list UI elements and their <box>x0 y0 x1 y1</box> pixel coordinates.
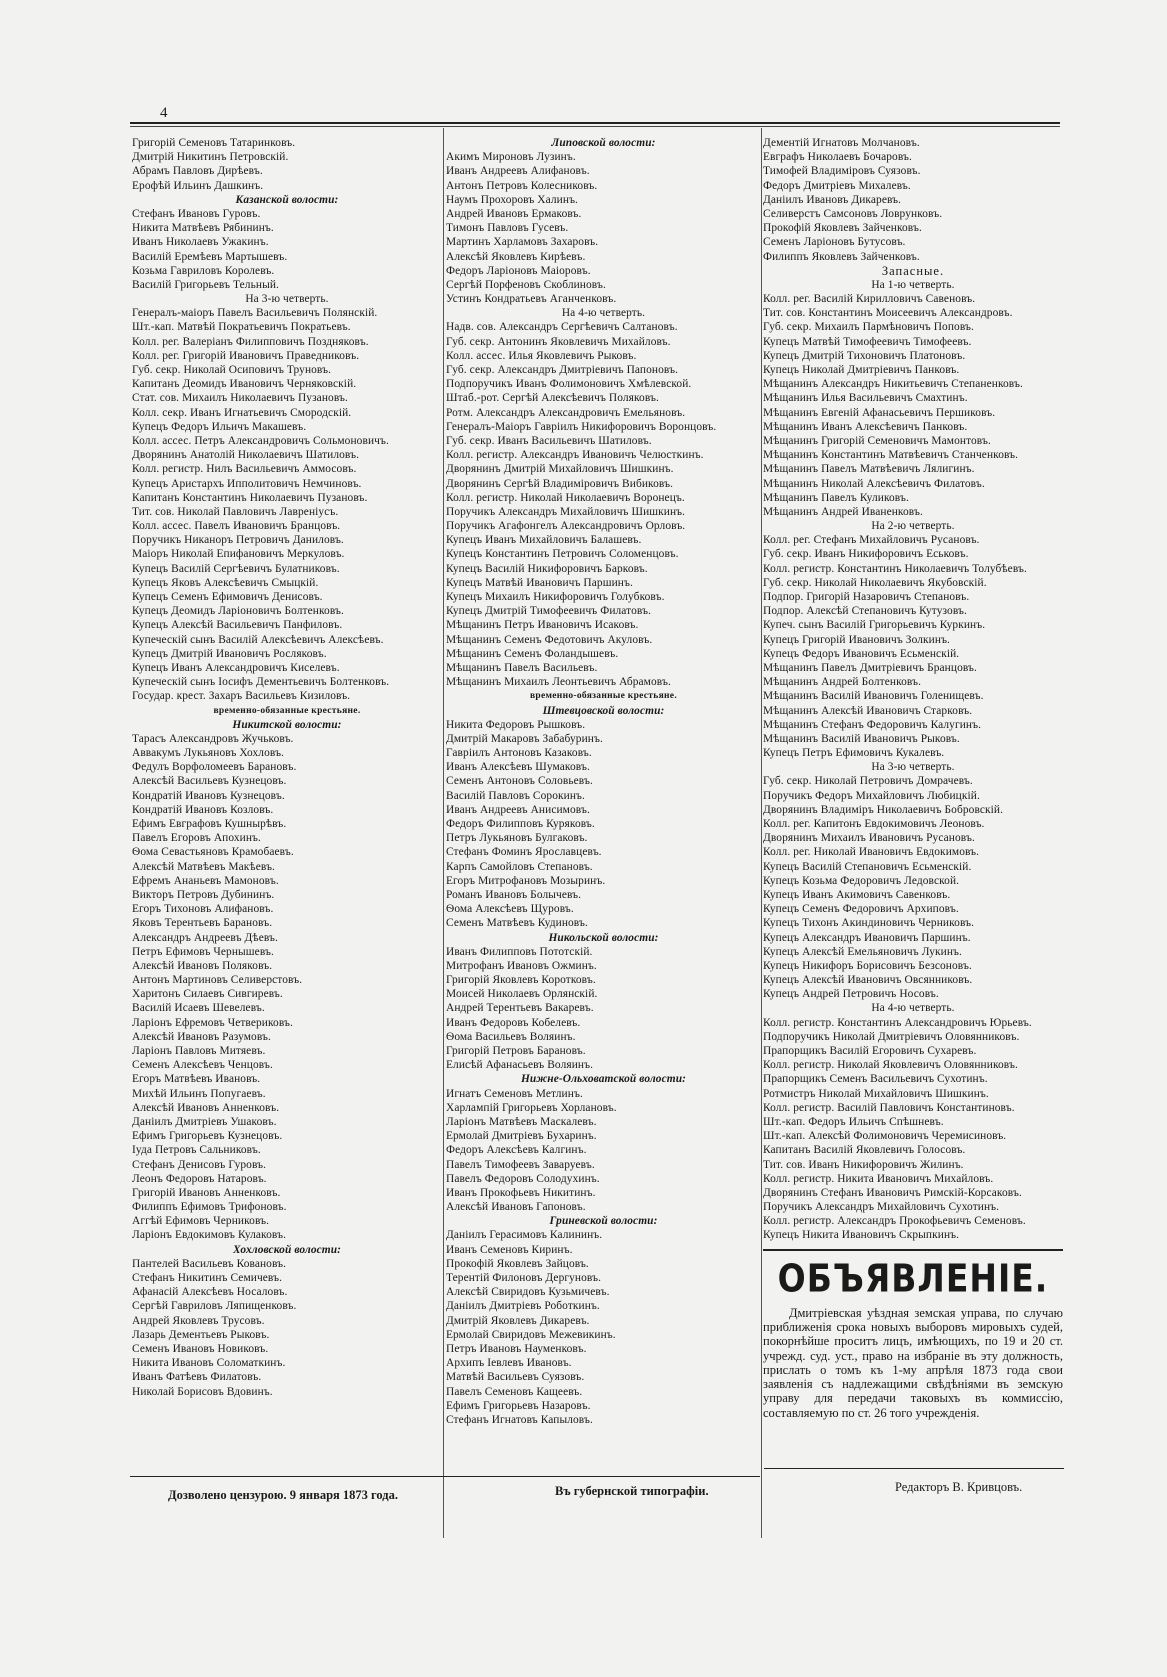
list-entry: Павелъ Семеновъ Кащеевъ. <box>446 1385 583 1398</box>
list-entry: Иванъ Прокофьевъ Никитинъ. <box>446 1186 596 1199</box>
list-entry: Алексѣй Яковлевъ Кирѣевъ. <box>446 250 586 263</box>
header-rule <box>130 122 1060 124</box>
list-entry: Колл. рег. Василій Кирилловичъ Савеновъ. <box>763 293 976 306</box>
list-entry: Поручикъ Агафонгелъ Александровичъ Орловъ. <box>446 520 686 533</box>
list-entry: Егоръ Матвѣевъ Ивановъ. <box>132 1073 261 1086</box>
censor-note: Дозволено цензурою. 9 января 1873 года. <box>168 1488 398 1502</box>
list-entry: Иванъ Алексѣевъ Шумаковъ. <box>446 761 590 774</box>
list-entry: Петръ Лукьяновъ Булгаковъ. <box>446 832 588 845</box>
list-entry: Алексѣй Ивановъ Гапоновъ. <box>446 1201 586 1214</box>
list-entry: Купецъ Семенъ Федоровичъ Архиповъ. <box>763 903 959 916</box>
list-entry: Харитонъ Силаевъ Сивгиревъ. <box>132 988 283 1001</box>
list-entry: Федоръ Дмитріевъ Михалевъ. <box>763 179 911 192</box>
list-entry: Егоръ Митрофановъ Мозыринъ. <box>446 874 606 887</box>
volost-heading: Никольской волости: <box>548 931 659 944</box>
list-entry: Дементій Игнатовъ Молчановъ. <box>763 137 920 149</box>
volost-heading: Нижне-Ольховатской волости: <box>520 1073 687 1086</box>
list-entry: Мѣщанинъ Семенъ Фоландышевъ. <box>446 647 619 660</box>
list-entry: Губ. секр. Николай Петровичъ Домрачевъ. <box>763 775 973 788</box>
list-entry: Купеческій сынъ Василій Алексѣевичъ Алексѣевъ. <box>132 633 384 646</box>
list-entry: Василій Исаевъ Шевелевъ. <box>132 1002 265 1015</box>
list-entry: Павелъ Тимофеевъ Заваруевъ. <box>446 1158 595 1171</box>
list-entry: Іуда Петровъ Сальниковъ. <box>132 1144 261 1157</box>
list-entry: Алексѣй Ивановъ Разумовъ. <box>132 1030 271 1043</box>
list-entry: Купецъ Аристархъ Ипполитовичъ Немчиновъ. <box>132 477 362 490</box>
list-entry: Архипъ Іевлевъ Ивановъ. <box>446 1357 572 1370</box>
list-entry: Алексѣй Свиридовъ Кузьмичевъ. <box>446 1286 610 1299</box>
list-entry: Леонъ Федоровъ Натаровъ. <box>132 1172 267 1185</box>
list-entry: Даніилъ Дмитріевъ Роботкинъ. <box>446 1300 600 1313</box>
list-entry: Устинъ Кондратьевъ Аганченковъ. <box>446 293 617 306</box>
list-entry: Иванъ Семеновъ Киринъ. <box>446 1243 573 1256</box>
list-entry: Мѣщанинъ Василій Ивановичъ Голенищевъ. <box>763 690 984 703</box>
list-entry: Филиппъ Ефимовъ Трифоновъ. <box>132 1201 287 1214</box>
list-entry: Стефанъ Денисовъ Гуровъ. <box>132 1158 267 1171</box>
list-entry: Пантелей Васильевъ Ковановъ. <box>132 1257 287 1270</box>
list-entry: Губ. секр. Николай Осиповичъ Труновъ. <box>132 364 332 376</box>
list-entry: Купеч. сынъ Василій Григорьевичъ Куркинъ. <box>763 619 986 632</box>
list-entry: Иванъ Андреевъ Алифановъ. <box>446 165 590 178</box>
list-entry: Евграфъ Николаевъ Бочаровъ. <box>763 151 912 164</box>
list-entry: Маіоръ Николай Епифановичъ Меркуловъ. <box>132 548 345 561</box>
list-entry: Ротм. Александръ Александровичъ Емельяновъ. <box>446 406 686 419</box>
list-entry: Купецъ Дмитрій Тимофеевичъ Филатовъ. <box>446 605 652 618</box>
list-entry: Семенъ Антоновъ Соловьевъ. <box>446 775 593 788</box>
list-entry: Купецъ Николай Дмитріевичъ Панковъ. <box>763 364 960 376</box>
list-entry: Ларіонъ Матвѣевъ Маскалевъ. <box>446 1115 597 1128</box>
list-entry: Григорій Семеновъ Татаринковъ. <box>132 137 296 149</box>
column-divider <box>761 128 762 1538</box>
list-entry: Мѣщанинъ Евгеній Афанасьевичъ Першиковъ. <box>763 406 996 419</box>
list-entry: Григорій Ивановъ Анненковъ. <box>132 1186 281 1199</box>
list-entry: Тит. сов. Константинъ Моисеевичъ Александровъ. <box>763 307 1013 320</box>
list-entry: Ларіонъ Евдокимовъ Кулаковъ. <box>132 1229 287 1242</box>
list-entry: Подпоручикъ Николай Дмитріевичъ Оловянниковъ. <box>763 1030 1020 1043</box>
list-entry: Акимъ Мироновъ Лузинъ. <box>446 151 576 164</box>
list-entry: Тимофей Владиміровъ Суязовъ. <box>763 165 921 178</box>
list-entry: Егоръ Тихоновъ Алифановъ. <box>132 903 274 916</box>
printer-note: Въ губернской типографіи. <box>555 1484 709 1498</box>
volost-heading: Никитской волости: <box>232 718 342 731</box>
list-entry: Алексѣй Ивановъ Анненковъ. <box>132 1101 280 1114</box>
announcement-body: Дмитріевская уѣздная земская управа, по случаю приближенія срока новыхъ выборовъ мировыхъ судей, покорнѣйше проситъ лицъ, имѣющихъ, по 19 и 20 ст. учрежд. суд. уст., право на избраніе въ эту должность, прислать о томъ къ 1-му апрѣля 1873 года свои заявленія съ надлежащими свѣдѣніями въ земскую управу для передачи таковыхъ въ коммиссію, составляемую по ст. 26 того учрежденія. <box>763 1305 1063 1420</box>
list-entry: Семенъ Ларіоновъ Бутусовъ. <box>763 236 906 249</box>
list-entry: Кондратій Ивановъ Кузнецовъ. <box>132 789 285 802</box>
list-entry: Афанасій Алексѣевъ Носаловъ. <box>132 1286 288 1299</box>
list-entry: Ерофѣй Ильинъ Дашкинъ. <box>132 179 264 192</box>
list-entry: Карпъ Самойловъ Степановъ. <box>446 860 593 873</box>
quarter-heading: На 2-ю четверть. <box>871 520 955 533</box>
list-entry: Федоръ Филипповъ Куряковъ. <box>446 818 595 830</box>
list-entry: Иванъ Николаевъ Ужакинъ. <box>132 236 269 249</box>
list-entry: Дворянинъ Стефанъ Ивановичъ Римскій-Корсаковъ. <box>763 1186 1022 1199</box>
section-heading: Запасные. <box>881 263 945 278</box>
list-entry: Сергѣй Порфеновъ Скоблиновъ. <box>446 278 606 291</box>
list-entry: Дворянинъ Сергѣй Владиміровичъ Вибиковъ. <box>446 477 674 490</box>
list-entry: Купецъ Андрей Петровичъ Носовъ. <box>763 988 939 1001</box>
list-entry: Купецъ Алексѣй Ивановичъ Овсянниковъ. <box>763 974 973 987</box>
list-entry: Мѣщанинъ Григорій Семеновичъ Мамонтовъ. <box>763 434 991 447</box>
list-entry: Купецъ Никита Ивановичъ Скрыпкинъ. <box>763 1229 960 1242</box>
list-entry: Колл. рег. Капитонъ Евдокимовичъ Леоновъ. <box>763 818 985 830</box>
list-entry: Иванъ Андреевъ Анисимовъ. <box>446 803 590 816</box>
list-entry: Подпор. Алексѣй Степановичъ Кутузовъ. <box>763 605 967 618</box>
list-entry: Поручикъ Александръ Михайловичъ Шишкинъ. <box>446 505 686 518</box>
list-entry: Штаб.-рот. Сергѣй Алексѣевичъ Поляковъ. <box>446 392 659 405</box>
list-entry: Кондратій Ивановъ Козловъ. <box>132 803 274 816</box>
list-entry: Филиппъ Яковлевъ Зайченковъ. <box>763 250 920 263</box>
list-entry: Мѣщанинъ Андрей Болтенковъ. <box>763 676 922 689</box>
list-entry: Генералъ-Маіоръ Гавріилъ Никифоровичъ Воронцовъ. <box>446 420 717 433</box>
list-entry: Андрей Яковлевъ Трусовъ. <box>132 1314 265 1327</box>
list-entry: Купецъ Петръ Ефимовичъ Кукалевъ. <box>763 747 945 760</box>
list-entry: Семенъ Алексѣевъ Ченцовъ. <box>132 1059 273 1072</box>
list-entry: Купецъ Михаилъ Никифоровичъ Голубковъ. <box>446 591 665 603</box>
list-entry: Иванъ Фатѣевъ Филатовъ. <box>132 1371 262 1384</box>
header-rule-thin <box>130 126 1060 127</box>
list-entry: Андрей Терентьевъ Вакаревъ. <box>446 1002 594 1015</box>
list-entry: Федоръ Алексѣевъ Калгинъ. <box>446 1144 587 1157</box>
list-entry: Никита Ивановъ Соломаткинъ. <box>132 1357 286 1370</box>
list-entry: Стефанъ Фоминъ Ярославцевъ. <box>446 846 602 859</box>
list-entry: Стат. сов. Михаилъ Николаевичъ Пузановъ. <box>132 392 348 405</box>
list-entry: Елисѣй Афанасьевъ Воляинъ. <box>446 1059 594 1072</box>
list-entry: Ларіонъ Ефремовъ Четвериковъ. <box>132 1016 293 1029</box>
list-entry: Викторъ Петровъ Дубининъ. <box>132 888 275 901</box>
list-entry: Прокофій Яковлевъ Зайцовъ. <box>446 1257 589 1270</box>
list-entry: Тит. сов. Иванъ Никифоровичъ Жилинъ. <box>763 1158 964 1171</box>
list-entry: Купецъ Семенъ Ефимовичъ Денисовъ. <box>132 591 323 603</box>
list-entry: Тимонъ Павловъ Гусевъ. <box>446 222 569 235</box>
subheading: временно-обязанные крестьяне. <box>213 705 361 716</box>
quarter-heading: На 4-ю четверть. <box>871 1002 955 1015</box>
list-entry: Купецъ Дмитрій Тихоновичъ Платоновъ. <box>763 349 966 362</box>
list-entry: Надв. сов. Александръ Сергѣевичъ Салтановъ. <box>446 321 678 334</box>
list-entry: Романъ Ивановъ Болычевъ. <box>446 888 582 901</box>
list-entry: Ефимъ Евграфовъ Кушнырѣвъ. <box>132 818 287 830</box>
list-entry: Губ. секр. Иванъ Васильевичъ Шатиловъ. <box>446 434 652 447</box>
list-entry: Купецъ Яковъ Алексѣевичъ Смыцкій. <box>132 576 319 589</box>
column-2 <box>446 136 761 1427</box>
list-entry: Капитанъ Деомидъ Ивановичъ Черняковскій. <box>132 378 357 391</box>
list-entry: Купецъ Алексѣй Емельяновичъ Лукинъ. <box>763 945 962 958</box>
list-entry: Стефанъ Игнатовъ Капыловъ. <box>446 1413 593 1426</box>
list-entry: Купецъ Алексѣй Васильевичъ Панфиловъ. <box>132 619 343 632</box>
list-entry: Поручикъ Александръ Михайловичъ Сухотинъ. <box>763 1201 1000 1214</box>
list-entry: Наумъ Прохоровъ Халинъ. <box>446 193 579 206</box>
list-entry: Купецъ Иванъ Акимовичъ Савенковъ. <box>763 888 951 901</box>
list-entry: Купеческій сынъ Іосифъ Дементьевичъ Болтенковъ. <box>132 676 390 689</box>
list-entry: Колл. ассес. Петръ Александровичъ Сольмоновичъ. <box>132 434 389 447</box>
list-entry: Купецъ Константинъ Петровичъ Соломенцовъ. <box>446 548 679 561</box>
list-entry: Абрамъ Павловъ Дирѣевъ. <box>132 165 263 178</box>
list-entry: Иванъ Федоровъ Кобелевъ. <box>446 1016 581 1029</box>
list-entry: Капитанъ Константинъ Николаевичъ Пузановъ. <box>132 491 368 504</box>
list-entry: Ермолай Свиридовъ Межевикинъ. <box>446 1328 616 1341</box>
list-entry: Губ. секр. Михаилъ Пармѣновичъ Поповъ. <box>763 321 974 334</box>
list-entry: Ѳома Севастьяновъ Крамобаевъ. <box>132 846 294 859</box>
list-entry: Колл. регистр. Константинъ Александровичъ Юрьевъ. <box>763 1016 1032 1029</box>
list-entry: Матвѣй Васильевъ Суязовъ. <box>446 1371 585 1384</box>
list-entry: Ротмистръ Николай Михайловичъ Шишкинъ. <box>763 1087 989 1100</box>
list-entry: Мѣщанинъ Стефанъ Федоровичъ Калугинъ. <box>763 718 982 731</box>
list-entry: Купецъ Иванъ Александровичъ Киселевъ. <box>132 661 340 674</box>
list-entry: Мартинъ Харламовъ Захаровъ. <box>446 236 599 249</box>
list-entry: Прапорщикъ Василій Егоровичъ Сухаревъ. <box>763 1045 977 1057</box>
list-entry: Ларіонъ Павловъ Митяевъ. <box>132 1045 266 1057</box>
list-entry: Шт.-кап. Матвѣй Пократьевичъ Пократьевъ. <box>132 321 351 334</box>
list-entry: Александръ Андреевъ Дѣевъ. <box>132 931 278 944</box>
list-entry: Мѣщанинъ Михаилъ Леонтьевичъ Абрамовъ. <box>446 676 671 689</box>
list-entry: Купецъ Александръ Ивановичъ Паршинъ. <box>763 931 971 944</box>
list-entry: Яковъ Терентьевъ Барановъ. <box>132 917 273 930</box>
list-entry: Мѣщанинъ Константинъ Матвѣевичъ Станченковъ. <box>763 449 1019 462</box>
list-entry: Колл. регистр. Николай Яковлевичъ Оловянниковъ. <box>763 1059 1018 1072</box>
announcement-title: ОБЪЯВЛЕНІЕ. <box>777 1255 1049 1301</box>
list-entry: Василій Григорьевъ Тельный. <box>132 278 279 291</box>
list-entry: Губ. секр. Николай Николаевичъ Якубовскій. <box>763 576 987 589</box>
column-3-list <box>763 136 1063 1243</box>
list-entry: Купецъ Василій Степановичъ Есьменскій. <box>763 860 972 873</box>
list-entry: Антонъ Петровъ Колесниковъ. <box>446 179 598 192</box>
list-entry: Федоръ Ларіоновъ Маіоровъ. <box>446 264 591 277</box>
volost-heading: Штевцовской волости: <box>542 704 665 717</box>
list-entry: Никита Федоровъ Рышковъ. <box>446 718 586 731</box>
list-entry: Мѣщанинъ Николай Алексѣевичъ Филатовъ. <box>763 477 985 490</box>
list-entry: Ѳома Васильевъ Воляинъ. <box>446 1030 576 1043</box>
list-entry: Никита Матвѣевъ Рябининъ. <box>132 222 274 235</box>
list-entry: Подпоручикъ Иванъ Фолимоновичъ Хмѣлевской. <box>446 378 692 391</box>
list-entry: Алексѣй Ивановъ Поляковъ. <box>132 959 273 972</box>
page-number: 4 <box>160 105 168 121</box>
list-entry: Тарасъ Александровъ Жучьковъ. <box>132 732 294 745</box>
list-entry: Губ. секр. Иванъ Никифоровичъ Еськовъ. <box>763 548 969 561</box>
list-entry: Поручикъ Никаноръ Петровичъ Даниловъ. <box>132 534 344 547</box>
list-entry: Мѣщанинъ Павелъ Дмитріевичъ Бранцовъ. <box>763 661 977 674</box>
list-entry: Губ. секр. Антонинъ Яковлевичъ Михайловъ. <box>446 335 671 348</box>
announcement <box>763 1255 1063 1420</box>
list-entry: Харлампій Григорьевъ Хорлановъ. <box>446 1101 617 1114</box>
list-entry: Козьма Гавриловъ Королевъ. <box>132 264 275 277</box>
list-entry: Купецъ Матвѣй Ивановичъ Паршинъ. <box>446 576 633 589</box>
volost-heading: Липовской волости: <box>551 137 656 149</box>
list-entry: Сергѣй Гавриловъ Ляпищенковъ. <box>132 1300 297 1313</box>
list-entry: Павелъ Егоровъ Апохинъ. <box>132 832 261 845</box>
quarter-heading: На 1-ю четверть. <box>871 278 955 291</box>
list-entry: Мѣщанинъ Василій Ивановичъ Рыковъ. <box>763 732 960 745</box>
list-entry: Михѣй Ильинъ Попугаевъ. <box>132 1087 266 1100</box>
list-entry: Петръ Ефимовъ Чернышевъ. <box>132 945 274 958</box>
list-entry: Игнатъ Семеновъ Метлинъ. <box>446 1087 583 1100</box>
volost-heading: Хохловской волости: <box>232 1243 342 1256</box>
list-entry: Алексѣй Васильевъ Кузнецовъ. <box>132 775 287 788</box>
list-entry: Василій Павловъ Сорокинъ. <box>446 789 585 802</box>
list-entry: Купецъ Матвѣй Тимофеевичъ Тимофеевъ. <box>763 335 972 348</box>
list-entry: Мѣщанинъ Петръ Ивановичъ Исаковъ. <box>446 619 639 632</box>
list-entry: Генералъ-маіоръ Павелъ Васильевичъ Полянскій. <box>132 307 378 320</box>
quarter-heading: На 4-ю четверть. <box>561 307 646 320</box>
list-entry: Шт.-кап. Алексѣй Фолимоновичъ Черемисиновъ. <box>763 1130 1007 1143</box>
list-entry: Дворянинъ Михаилъ Ивановичъ Русановъ. <box>763 832 975 845</box>
announcement-rule <box>763 1249 1063 1251</box>
list-entry: Семенъ Ивановъ Новиковъ. <box>132 1342 269 1355</box>
list-entry: Тит. сов. Николай Павловичъ Лавреніусъ. <box>132 505 339 518</box>
list-entry: Купецъ Федоръ Ивановичъ Есьменскій. <box>763 647 960 660</box>
list-entry: Мѣщанинъ Павелъ Матвѣевичъ Лялигинъ. <box>763 463 975 476</box>
list-entry: Алексѣй Матвѣевъ Макѣевъ. <box>132 860 276 873</box>
column-divider <box>443 128 444 1538</box>
list-entry: Митрофанъ Ивановъ Ожминъ. <box>446 959 597 972</box>
list-entry: Колл. регистр. Александръ Прокофьевичъ Семеновъ. <box>763 1215 1026 1228</box>
list-entry: Ефимъ Григорьевъ Назаровъ. <box>446 1399 591 1412</box>
list-entry: Василій Еремѣевъ Мартышевъ. <box>132 250 288 263</box>
list-entry: Колл. ассес. Илья Яковлевичъ Рыковъ. <box>446 349 637 362</box>
list-entry: Колл. регистр. Александръ Ивановичъ Челюсткинъ. <box>446 449 704 462</box>
list-entry: Купецъ Козьма Федоровичъ Ледовской. <box>763 874 960 887</box>
list-entry: Прапорщикъ Семенъ Васильевичъ Сухотинъ. <box>763 1073 988 1086</box>
list-entry: Дмитрій Никитинъ Петровскій. <box>132 151 289 164</box>
list-entry: Прокофій Яковлевъ Зайченковъ. <box>763 222 922 235</box>
column-3 <box>763 136 1063 1420</box>
list-entry: Колл. рег. Валеріанъ Филипповичъ Поздняковъ. <box>132 335 369 348</box>
quarter-heading: На 3-ю четверть. <box>871 761 955 774</box>
list-entry: Подпор. Григорій Назаровичъ Степановъ. <box>763 591 970 603</box>
list-entry: Купецъ Григорій Ивановичъ Золкинъ. <box>763 633 951 646</box>
list-entry: Мѣщанинъ Алексѣй Ивановичъ Старковъ. <box>763 704 973 717</box>
list-entry: Иванъ Филипповъ Пототскій. <box>446 945 593 958</box>
list-entry: Колл. рег. Григорій Ивановичъ Праведниковъ. <box>132 349 360 362</box>
list-entry: Стефанъ Ивановъ Гуровъ. <box>132 207 261 220</box>
footer-rule <box>130 1476 760 1477</box>
list-entry: Мѣщанинъ Илья Васильевичъ Смахтинъ. <box>763 392 968 405</box>
list-entry: Мѣщанинъ Павелъ Васильевъ. <box>446 661 598 674</box>
list-entry: Купецъ Василій Никифоровичъ Барковъ. <box>446 562 648 575</box>
column-1 <box>132 136 442 1399</box>
list-entry: Дворянинъ Дмитрій Михайловичъ Шишкинъ. <box>446 463 674 476</box>
list-entry: Ефимъ Григорьевъ Кузнецовъ. <box>132 1130 283 1143</box>
list-entry: Даніилъ Герасимовъ Калининъ. <box>446 1229 603 1242</box>
list-entry: Петръ Ивановъ Науменковъ. <box>446 1342 587 1355</box>
footer-rule-right <box>764 1468 1064 1469</box>
list-entry: Ефремъ Ананьевъ Мамоновъ. <box>132 874 279 887</box>
list-entry: Купецъ Дмитрій Ивановичъ Росляковъ. <box>132 647 327 660</box>
list-entry: Мѣщанинъ Андрей Иваненковъ. <box>763 505 923 518</box>
list-entry: Андрей Ивановъ Ермаковъ. <box>446 207 582 220</box>
volost-heading: Гриневской волости: <box>549 1215 658 1228</box>
list-entry: Ермолай Дмитріевъ Бухаринъ. <box>446 1130 597 1143</box>
list-entry: Шт.-кап. Федоръ Ильичъ Спѣшневъ. <box>763 1115 944 1128</box>
list-entry: Терентій Филоновъ Дергуновъ. <box>446 1272 602 1284</box>
list-entry: Николай Борисовъ Вдовинъ. <box>132 1385 273 1398</box>
list-entry: Колл. регистр. Нилъ Васильевичъ Аммосовъ. <box>132 463 357 476</box>
list-entry: Колл. регистр. Никита Ивановичъ Михайловъ. <box>763 1172 994 1185</box>
list-entry: Дворянинъ Владиміръ Николаевичъ Бобровскій. <box>763 803 1004 816</box>
list-entry: Колл. регистр. Константинъ Николаевичъ Толубѣевъ. <box>763 562 1027 575</box>
list-entry: Стефанъ Никитинъ Семичевъ. <box>132 1272 283 1284</box>
list-entry: Антонъ Мартиновъ Селиверстовъ. <box>132 974 303 987</box>
list-entry: Губ. секр. Александръ Дмитріевичъ Папоновъ. <box>446 364 679 376</box>
list-entry: Купецъ Василій Сергѣевичъ Булатниковъ. <box>132 562 340 575</box>
list-entry: Ѳома Алексѣевъ Щуровъ. <box>446 903 574 916</box>
list-entry: Федулъ Ворфоломеевъ Барановъ. <box>132 761 297 774</box>
list-entry: Капитанъ Василій Яковлевичъ Голосовъ. <box>763 1144 966 1157</box>
list-entry: Колл. регистр. Николай Николаевичъ Воронецъ. <box>446 491 685 504</box>
list-entry: Мѣщанинъ Семенъ Федотовичъ Акуловъ. <box>446 633 653 646</box>
list-entry: Лазарь Дементьевъ Рыковъ. <box>132 1328 270 1341</box>
list-entry: Даніилъ Дмитріевъ Ушаковъ. <box>132 1115 277 1128</box>
list-entry: Селиверстъ Самсоновъ Ловрунковъ. <box>763 207 943 220</box>
list-entry: Гавріилъ Антоновъ Казаковъ. <box>446 747 592 760</box>
list-entry: Мѣщанинъ Иванъ Алексѣевичъ Панковъ. <box>763 420 968 433</box>
list-entry: Аггѣй Ефимовъ Черниковъ. <box>132 1215 270 1228</box>
list-entry: Дворянинъ Анатолій Николаевичъ Шатиловъ. <box>132 449 360 462</box>
list-entry: Колл. секр. Иванъ Игнатьевичъ Смородскій. <box>132 406 352 419</box>
list-entry: Государ. крест. Захаръ Васильевъ Кизиловъ. <box>132 690 351 703</box>
list-entry: Моисей Николаевъ Орлянскій. <box>446 988 598 1001</box>
quarter-heading: На 3-ю четверть. <box>245 293 329 306</box>
list-entry: Колл. ассес. Павелъ Ивановичъ Бранцовъ. <box>132 520 341 533</box>
list-entry: Мѣщанинъ Александръ Никитьевичъ Степаненковъ. <box>763 378 1023 391</box>
list-entry: Дмитрій Макаровъ Забабуринъ. <box>446 732 603 745</box>
volost-heading: Казанской волости: <box>235 193 339 206</box>
list-entry: Колл. рег. Стефанъ Михайловичъ Русановъ. <box>763 534 980 547</box>
list-entry: Поручикъ Федоръ Михайловичъ Любицкій. <box>763 789 980 802</box>
list-entry: Купецъ Деомидъ Ларіоновичъ Болтенковъ. <box>132 605 344 618</box>
list-entry: Купецъ Иванъ Михайловичъ Балашевъ. <box>446 534 642 547</box>
list-entry: Колл. рег. Николай Ивановичъ Евдокимовъ. <box>763 846 980 859</box>
list-entry: Аввакумъ Лукьяновъ Хохловъ. <box>132 747 285 760</box>
list-entry: Григорій Петровъ Барановъ. <box>446 1045 586 1057</box>
list-entry: Дмитрій Яковлевъ Дикаревъ. <box>446 1314 590 1327</box>
list-entry: Колл. регистр. Василій Павловичъ Константиновъ. <box>763 1101 1015 1114</box>
editor-note: Редакторъ В. Кривцовъ. <box>895 1480 1023 1494</box>
list-entry: Купецъ Никифоръ Борисовичъ Безсоновъ. <box>763 959 972 972</box>
list-entry: Даніилъ Ивановъ Дикаревъ. <box>763 193 902 206</box>
list-entry: Мѣщанинъ Павелъ Куликовъ. <box>763 491 909 504</box>
list-entry: Семенъ Матвѣевъ Кудиновъ. <box>446 917 588 930</box>
list-entry: Купецъ Федоръ Ильичъ Макашевъ. <box>132 420 307 433</box>
subheading: временно-обязанные крестьяне. <box>529 691 677 702</box>
list-entry: Григорій Яковлевъ Коротковъ. <box>446 974 596 987</box>
list-entry: Купецъ Тихонъ Акиндиновичъ Черниковъ. <box>763 917 975 930</box>
list-entry: Павелъ Федоровъ Солодухинъ. <box>446 1172 600 1185</box>
